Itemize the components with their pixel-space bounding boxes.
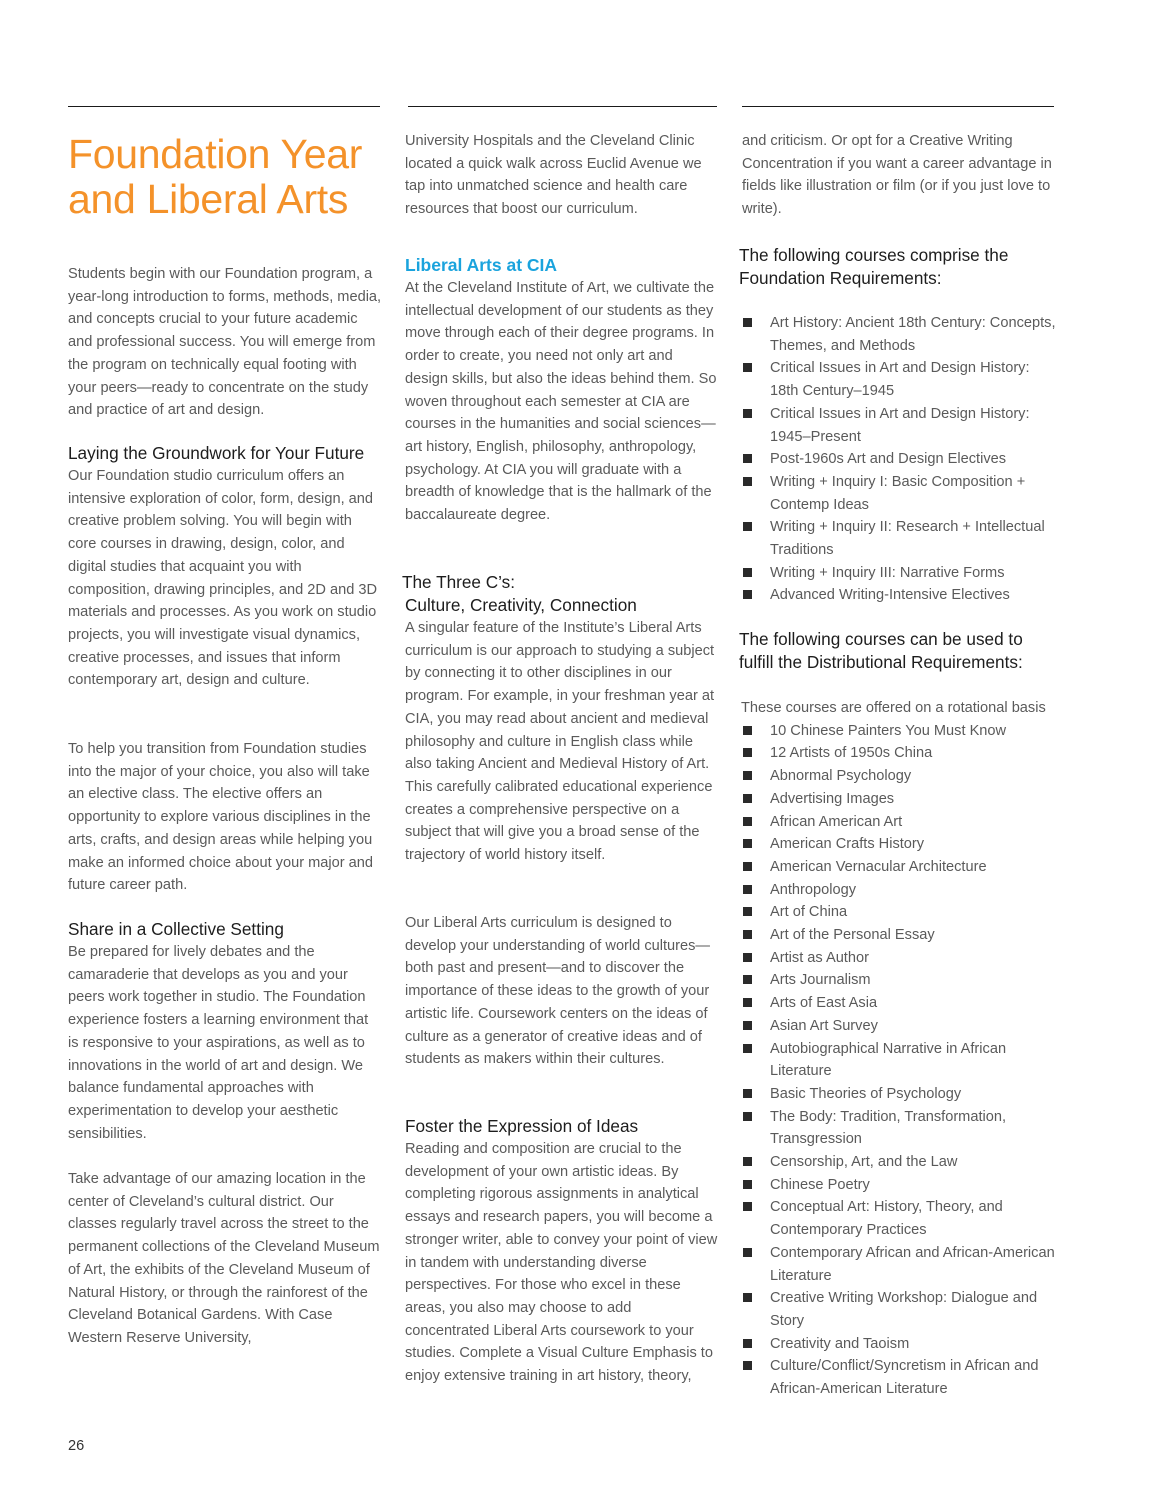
list-item: Autobiographical Narrative in African Literature <box>741 1038 1057 1083</box>
list-item: Writing + Inquiry II: Research + Intellectual Traditions <box>741 516 1057 561</box>
liberal-arts-heading: Liberal Arts at CIA <box>405 255 558 275</box>
list-item: Arts Journalism <box>741 969 1057 992</box>
three-cs-heading-line1: The Three C’s: <box>402 572 516 592</box>
list-item: Basic Theories of Psychology <box>741 1083 1057 1106</box>
column-rule-1 <box>68 106 380 107</box>
liberal-arts-section <box>405 254 719 527</box>
criticism-continued-block <box>742 130 1058 221</box>
distribution-courses-block <box>741 697 1057 1401</box>
list-item: Art History: Ancient 18th Century: Concepts, Themes, and Methods <box>741 312 1057 357</box>
foundation-intro: Students begin with our Foundation program, a year-long introduction to forms, methods, media, and concepts crucial to your future academic and professional success. You will emerge from the program on technically equal footing with your peers—ready to concentrate on the study and practice of art and design. <box>68 266 382 419</box>
list-item: American Crafts History <box>741 833 1057 856</box>
list-item: Writing + Inquiry I: Basic Composition + Contemp Ideas <box>741 471 1057 516</box>
liberal-arts-paragraph: At the Cleveland Institute of Art, we cultivate the intellectual development of our students as they move through each of their degree programs. In order to create, you need not only art and design skills, but also the ideas behind them. So woven throughout each semester at CIA are courses in the humanities and social sciences—art history, English, philosophy, anthropology, psychology. At CIA you will graduate with a breadth of knowledge that is the hallmark of the baccalaureate degree. <box>405 280 717 524</box>
list-item: Writing + Inquiry III: Narrative Forms <box>741 562 1057 585</box>
transition-block <box>68 738 382 897</box>
criticism-continued-paragraph: and criticism. Or opt for a Creative Writing Concentration if you want a career advantage in fields like illustration or film (or if you just love to write). <box>742 133 1052 218</box>
list-item: Post-1960s Art and Design Electives <box>741 448 1057 471</box>
list-item: Critical Issues in Art and Design History: 1945–Present <box>741 403 1057 448</box>
list-item: Contemporary African and African-American Literature <box>741 1242 1057 1287</box>
foster-paragraph: Reading and composition are crucial to the development of your own artistic ideas. By completing rigorous assignments in analytical essays and research papers, you will become a stronger writer, able to convey your point of view in tandem with understanding diverse perspectives. For those who excel in these areas, you also may choose to add concentrated Liberal Arts coursework to your studies. Complete a Visual Culture Emphasis to enjoy extensive training in art history, theory, <box>405 1141 718 1385</box>
list-item: Creative Writing Workshop: Dialogue and Story <box>741 1287 1057 1332</box>
groundwork-heading: Laying the Groundwork for Your Future <box>68 443 365 463</box>
three-cs-section <box>402 571 716 867</box>
page-number: 26 <box>68 1438 85 1454</box>
foundation-courses-list <box>741 312 1057 607</box>
list-item: Censorship, Art, and the Law <box>741 1151 1057 1174</box>
list-item: 10 Chinese Painters You Must Know <box>741 720 1057 743</box>
location-continued-paragraph: University Hospitals and the Cleveland Clinic located a quick walk across Euclid Avenue we tap into unmatched science and health care resources that boost our curriculum. <box>405 133 702 218</box>
distribution-heading-block <box>739 628 1059 674</box>
list-item: Culture/Conflict/Syncretism in African and African-American Literature <box>741 1355 1057 1400</box>
list-item: Creativity and Taoism <box>741 1333 1057 1356</box>
foster-section <box>405 1115 719 1388</box>
groundwork-paragraph: Our Foundation studio curriculum offers an intensive exploration of color, form, design, and creative problem solving. You will begin with core courses in drawing, design, color, and digital studies that acquaint you with composition, drawing principles, and 2D and 3D materials and processes. As you work on studio projects, you will investigate visual dynamics, creative processes, and issues that inform contemporary art, design and culture. <box>68 468 378 689</box>
foundation-intro-block <box>68 263 382 422</box>
list-item: Advanced Writing-Intensive Electives <box>741 584 1057 607</box>
list-item: The Body: Tradition, Transformation, Transgression <box>741 1106 1057 1151</box>
list-item: Art of China <box>741 901 1057 924</box>
three-cs-heading-line2: Culture, Creativity, Connection <box>405 595 637 615</box>
column-rule-2 <box>408 106 717 107</box>
list-item: Critical Issues in Art and Design History: 18th Century–1945 <box>741 357 1057 402</box>
distribution-courses-list <box>741 720 1057 1401</box>
foundation-courses-block <box>741 312 1057 607</box>
three-cs-paragraph: A singular feature of the Institute’s Liberal Arts curriculum is our approach to studying a subject by connecting it to other disciplines in our program. For example, in your freshman year at CIA, you may read about ancient and medieval philosophy and culture in English class while also taking Ancient and Medieval History of Art. This carefully calibrated educational experience creates a comprehensive perspective on a subject that will give you a broad sense of the trajectory of world history itself. <box>405 620 715 864</box>
page-title: Foundation Year and Liberal Arts <box>68 131 363 222</box>
foundation-requirements-heading-block <box>739 244 1049 290</box>
foster-heading: Foster the Expression of Ideas <box>405 1116 639 1136</box>
collective-heading: Share in a Collective Setting <box>68 919 284 939</box>
list-item: Arts of East Asia <box>741 992 1057 1015</box>
foundation-requirements-heading: The following courses comprise the Foundation Requirements: <box>739 245 1009 288</box>
collective-paragraph: Be prepared for lively debates and the camaraderie that develops as you and your peers work together in studio. The Foundation experience fosters a learning environment that is responsive to your aspirations, as well as to innovations in the world of art and design. We balance fundamental approaches with experimentation to develop your aesthetic sensibilities. <box>68 944 369 1142</box>
list-item: 12 Artists of 1950s China <box>741 742 1057 765</box>
list-item: Artist as Author <box>741 947 1057 970</box>
groundwork-section <box>68 442 382 692</box>
location-paragraph: Take advantage of our amazing location in the center of Cleveland’s cultural district. Our classes regularly travel across the street to the permanent collections of the Cleveland Museum of Art, the exhibits of the Cleveland Museum of Natural History, or through the rainforest of the Cleveland Botanical Gardens. With Case Western Reserve University, <box>68 1171 380 1346</box>
cultures-paragraph: Our Liberal Arts curriculum is designed to develop your understanding of world cultures—both past and present—and to discover the importance of these ideas to the growth of your artistic life. Coursework centers on the ideas of culture as a generator of creative ideas and of students as makers within their cultures. <box>405 915 711 1068</box>
column-rule-3 <box>742 106 1054 107</box>
transition-paragraph: To help you transition from Foundation studies into the major of your choice, you also will take an elective class. The elective offers an opportunity to explore various disciplines in the arts, crafts, and design areas while helping you make an informed choice about your major and future career path. <box>68 741 374 894</box>
list-item: Abnormal Psychology <box>741 765 1057 788</box>
list-item: Art of the Personal Essay <box>741 924 1057 947</box>
distribution-requirements-heading: The following courses can be used to fulfill the Distributional Requirements: <box>739 629 1023 672</box>
list-item: Asian Art Survey <box>741 1015 1057 1038</box>
list-item: Conceptual Art: History, Theory, and Contemporary Practices <box>741 1196 1057 1241</box>
list-item: Anthropology <box>741 879 1057 902</box>
cultures-block <box>405 912 719 1071</box>
list-item: American Vernacular Architecture <box>741 856 1057 879</box>
location-continued-block <box>405 130 719 221</box>
list-item: Advertising Images <box>741 788 1057 811</box>
location-block <box>68 1168 382 1350</box>
rotational-note: These courses are offered on a rotational basis <box>741 700 1046 716</box>
collective-section <box>68 918 382 1145</box>
list-item: Chinese Poetry <box>741 1174 1057 1197</box>
list-item: African American Art <box>741 811 1057 834</box>
